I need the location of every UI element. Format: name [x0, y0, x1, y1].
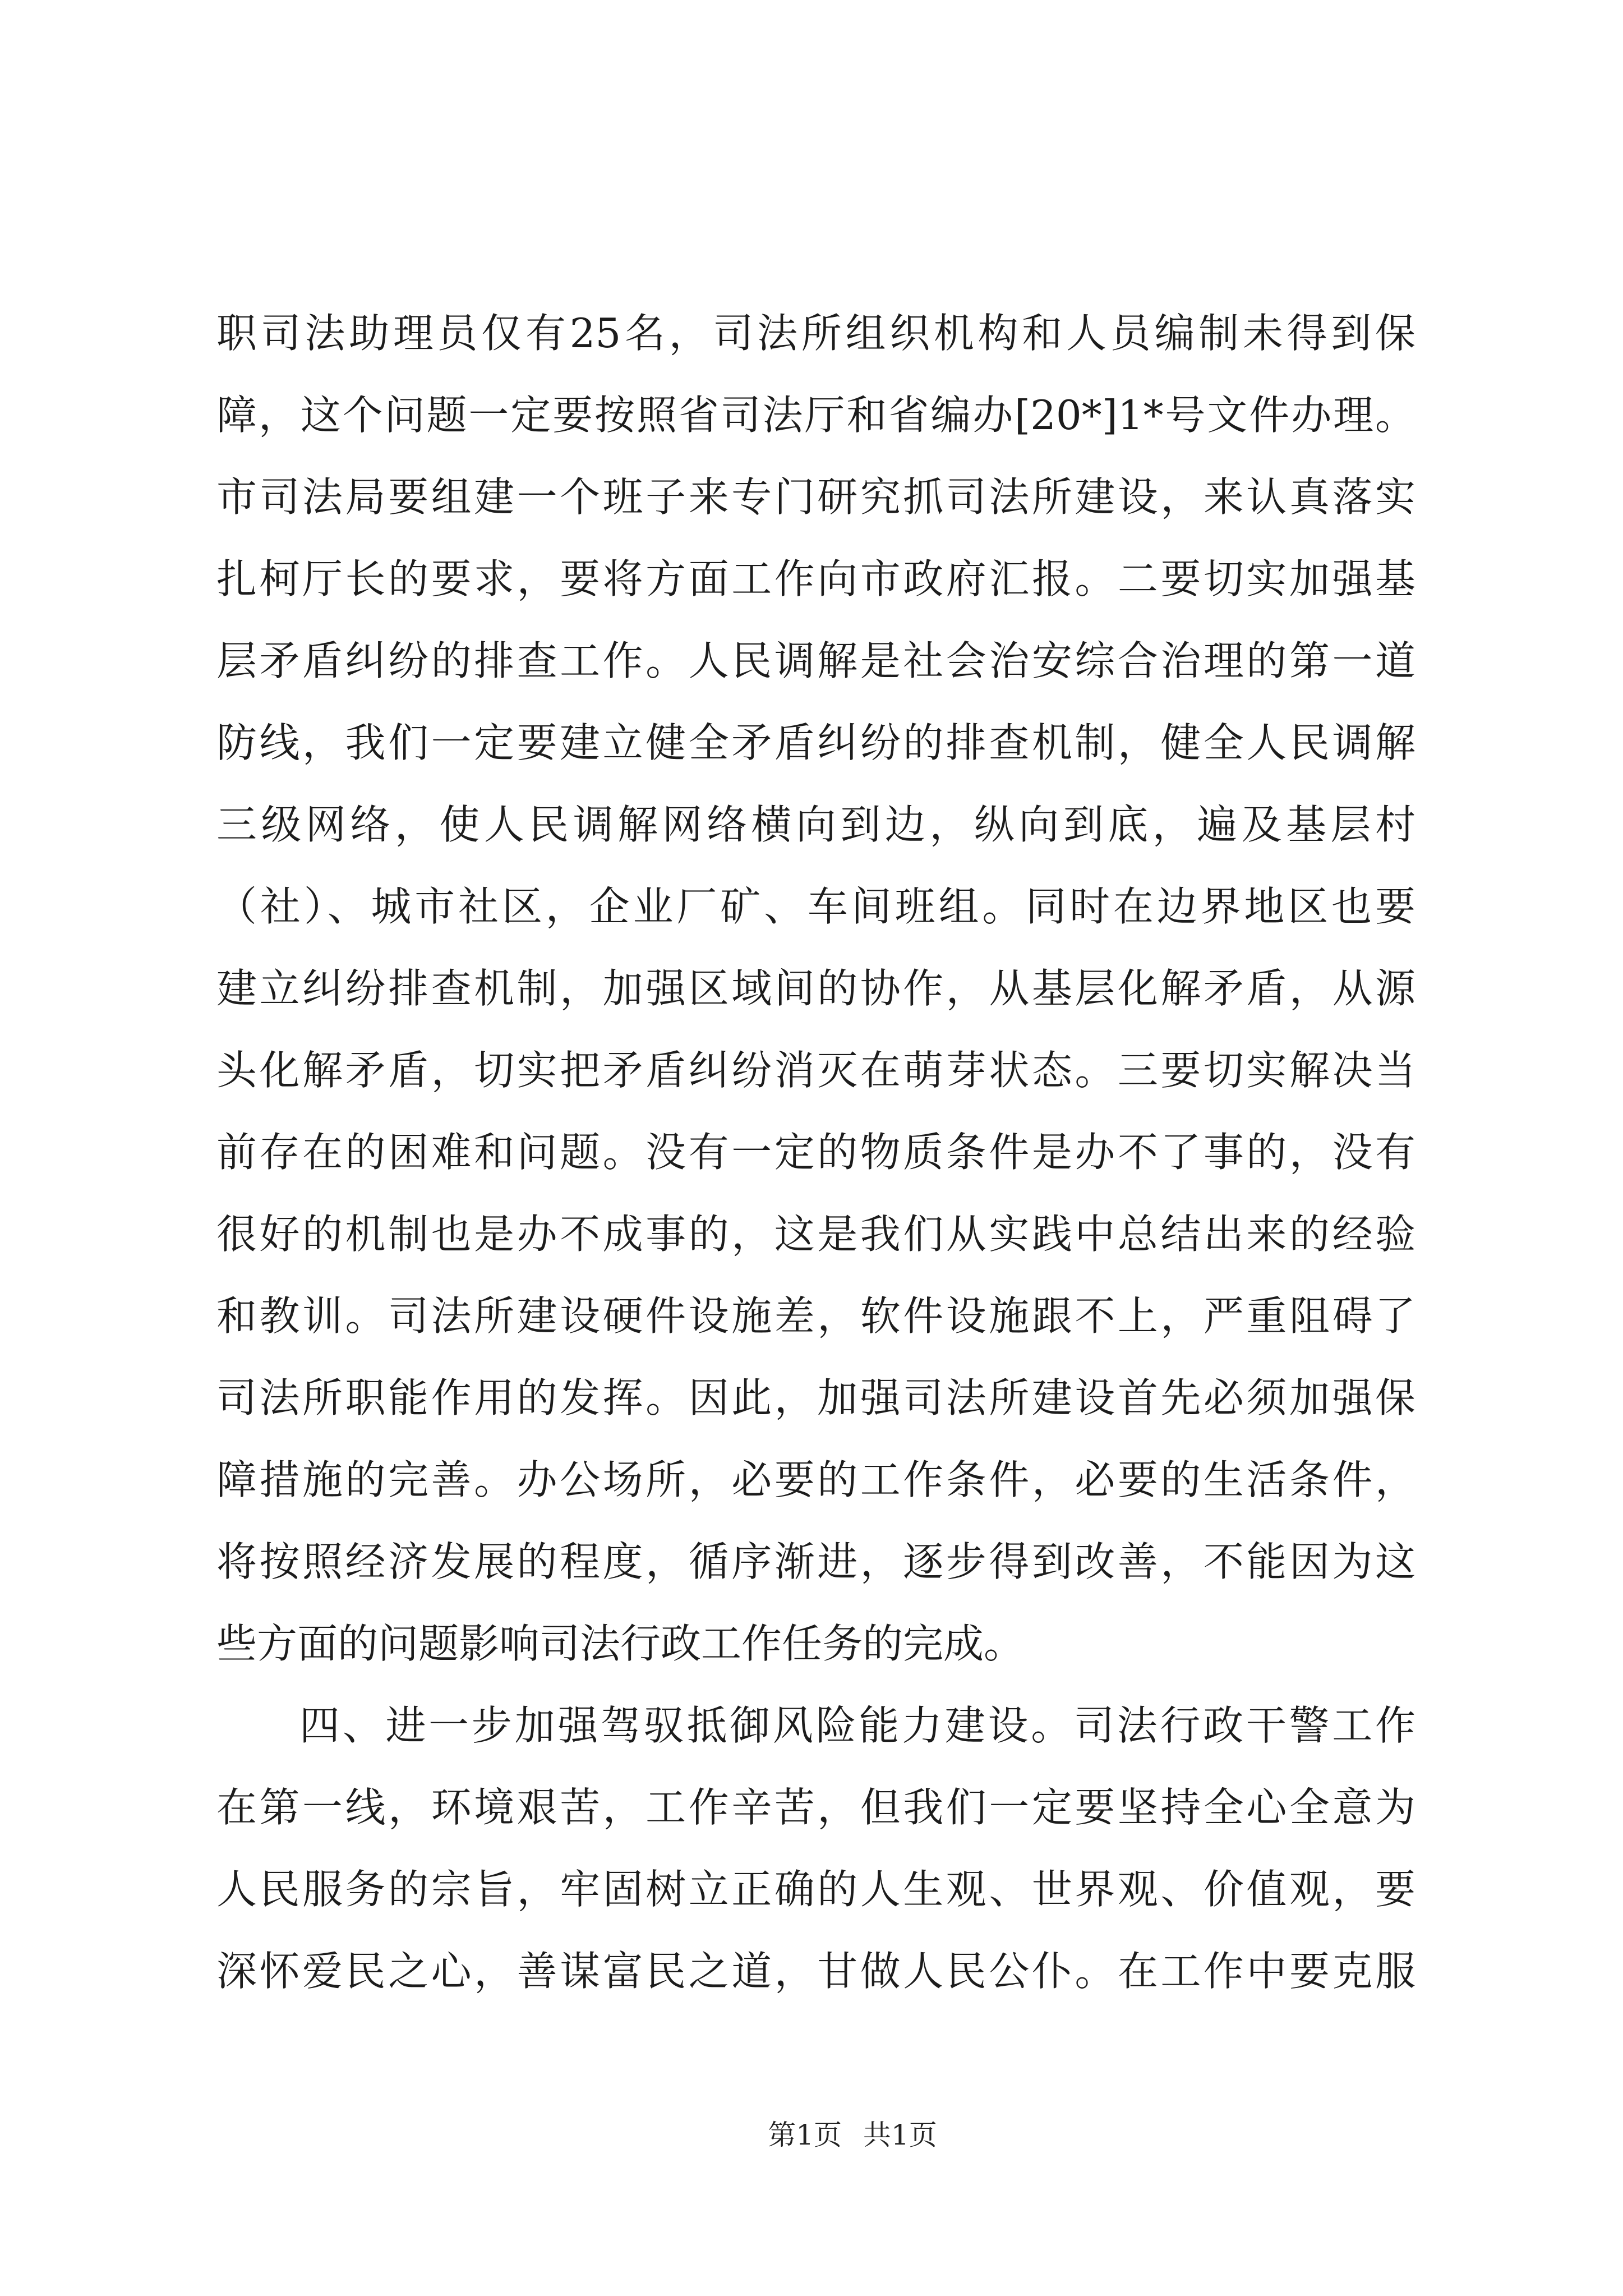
text-line: 些方面的问题影响司法行政工作任务的完成。	[216, 1620, 1025, 1667]
text-line: 建立纠纷排查机制，加强区域间的协作，从基层化解矛盾，从源	[216, 965, 1415, 1012]
text-line: 防线，我们一定要建立健全矛盾纠纷的排查机制，健全人民调解	[216, 719, 1415, 766]
text-line: 层矛盾纠纷的排查工作。人民调解是社会治安综合治理的第一道	[216, 637, 1415, 684]
text-line: 头化解矛盾，切实把矛盾纠纷消灭在萌芽状态。三要切实解决当	[216, 1047, 1415, 1094]
document-body	[216, 292, 1415, 2012]
text-line: 在第一线，环境艰苦，工作辛苦，但我们一定要坚持全心全意为	[216, 1784, 1415, 1831]
text-line: 司法所职能作用的发挥。因此，加强司法所建设首先必须加强保	[216, 1374, 1415, 1421]
text-line: 市司法局要组建一个班子来专门研究抓司法所建设，来认真落实	[216, 473, 1415, 521]
text-line: 人民服务的宗旨，牢固树立正确的人生观、世界观、价值观，要	[216, 1866, 1415, 1913]
text-line: 扎柯厅长的要求，要将方面工作向市政府汇报。二要切实加强基	[216, 555, 1415, 602]
text-line: 四、进一步加强驾驭抵御风险能力建设。司法行政干警工作	[299, 1702, 1415, 1749]
paragraph	[216, 1685, 1415, 2012]
text-line: 职司法助理员仅有25名，司法所组织机构和人员编制未得到保	[216, 310, 1415, 357]
paragraph	[216, 292, 1415, 1685]
page-number: 第1页 共1页	[768, 2119, 937, 2151]
text-line: 前存在的困难和问题。没有一定的物质条件是办不了事的，没有	[216, 1129, 1415, 1176]
text-line: 障，这个问题一定要按照省司法厅和省编办[20*]1*号文件办理。	[216, 392, 1415, 439]
text-line: 三级网络，使人民调解网络横向到边，纵向到底，遍及基层村	[216, 801, 1415, 848]
text-line: 和教训。司法所建设硬件设施差，软件设施跟不上，严重阻碍了	[216, 1292, 1415, 1340]
text-line: 将按照经济发展的程度，循序渐进，逐步得到改善，不能因为这	[216, 1538, 1415, 1585]
text-line: 很好的机制也是办不成事的，这是我们从实践中总结出来的经验	[216, 1211, 1415, 1258]
page-footer	[729, 2115, 976, 2155]
text-line: （社）、城市社区，企业厂矿、车间班组。同时在边界地区也要	[216, 883, 1415, 930]
text-line: 深怀爱民之心，善谋富民之道，甘做人民公仆。在工作中要克服	[216, 1948, 1415, 1995]
text-line: 障措施的完善。办公场所，必要的工作条件，必要的生活条件，	[216, 1456, 1415, 1503]
